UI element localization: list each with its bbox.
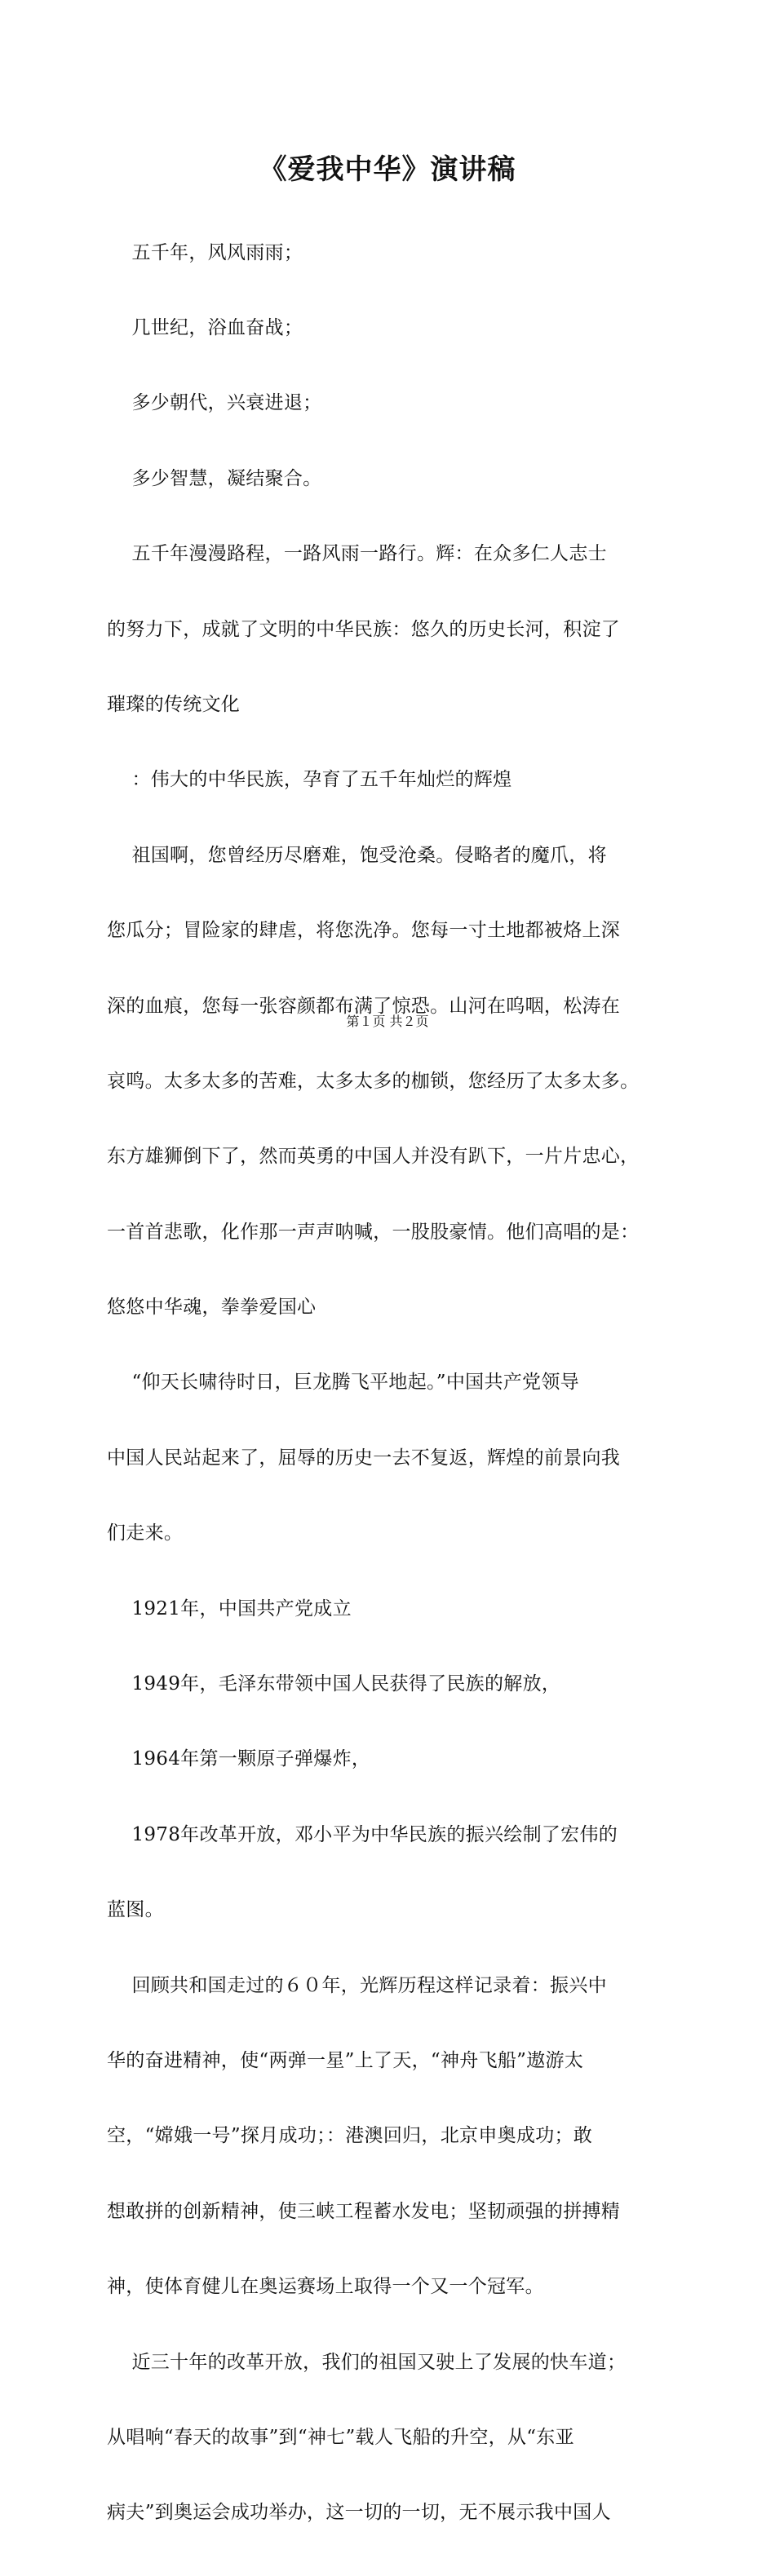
body-line: 空，“嫦娥一号”探月成功；：港澳回归，北京申奥成功；敢 — [107, 2125, 593, 2147]
body-line: 回顾共和国走过的６０年，光辉历程这样记录着：振兴中 — [107, 1974, 607, 1996]
page-footer: 第１页 共２页 — [346, 1014, 429, 1029]
body-line: 病夫”到奥运会成功举办，这一切的一切，无不展示我中国人 — [107, 2502, 611, 2524]
body-line: 1964年第一颗原子弹爆炸， — [107, 1748, 371, 1770]
body-line: 悠悠中华魂，拳拳爱国心 — [107, 1297, 317, 1319]
body-line: 想敢拼的创新精神，使三峡工程蓄水发电；坚韧顽强的拼搏精 — [107, 2200, 621, 2222]
body-line: 璀璨的传统文化 — [107, 693, 241, 715]
body-line: 一首首悲歌，化作那一声声呐喊，一股股豪情。他们高唱的是： — [107, 1221, 640, 1243]
body-line: 几世纪，浴血奋战； — [107, 316, 303, 338]
body-line: 神，使体育健儿在奥运赛场上取得一个又一个冠军。 — [107, 2276, 544, 2298]
body-line: 们走来。 — [107, 1522, 184, 1544]
body-line: ：伟大的中华民族，孕育了五千年灿烂的辉煌 — [107, 769, 512, 791]
body-line: 东方雄狮倒下了，然而英勇的中国人并没有趴下，一片片忠心， — [107, 1146, 640, 1168]
body-line: 多少朝代，兴衰进退； — [107, 392, 322, 414]
body-line: 近三十年的改革开放，我们的祖国又驶上了发展的快车道； — [107, 2351, 627, 2373]
body-line: 1978年改革开放，邓小平为中华民族的振兴绘制了宏伟的 — [107, 1823, 618, 1845]
body-line: 的努力下，成就了文明的中华民族：悠久的历史长河，积淀了 — [107, 618, 621, 640]
body-line: 蓝图。 — [107, 1899, 164, 1921]
document-title: 《爱我中华》演讲稿 — [259, 153, 516, 186]
body-line: 您瓜分；冒险家的肆虐，将您洗净。您每一寸土地都被烙上深 — [107, 920, 621, 942]
body-line: 哀鸣。太多太多的苦难，太多太多的枷锁，您经历了太多太多。 — [107, 1070, 640, 1092]
body-line: 从唱响“春天的故事”到“神七”载人飞船的升空，从“东亚 — [107, 2426, 574, 2448]
body-line: 祖国啊，您曾经历尽磨难，饱受沧桑。侵略者的魔爪，将 — [107, 844, 607, 866]
document-body — [107, 190, 678, 2576]
body-line: 1949年，毛泽东带领中国人民获得了民族的解放， — [107, 1673, 561, 1695]
body-line: 中国人民站起来了，屈辱的历史一去不复返，辉煌的前景向我 — [107, 1447, 621, 1469]
body-line: 五千年，风风雨雨； — [107, 241, 303, 263]
body-line: “仰天长啸待时日，巨龙腾飞平地起。”中国共产党领导 — [107, 1372, 579, 1394]
body-line: 华的奋进精神，使“两弹一星”上了天，“神舟飞船”遨游太 — [107, 2049, 584, 2071]
body-line: 1921年，中国共产党成立 — [107, 1597, 352, 1619]
body-line: 多少智慧，凝结聚合。 — [107, 467, 322, 489]
body-line: 深的血痕，您每一张容颜都布满了惊恐。山河在呜咽，松涛在 — [107, 995, 621, 1017]
body-line: 五千年漫漫路程，一路风雨一路行。辉：在众多仁人志士 — [107, 543, 607, 565]
